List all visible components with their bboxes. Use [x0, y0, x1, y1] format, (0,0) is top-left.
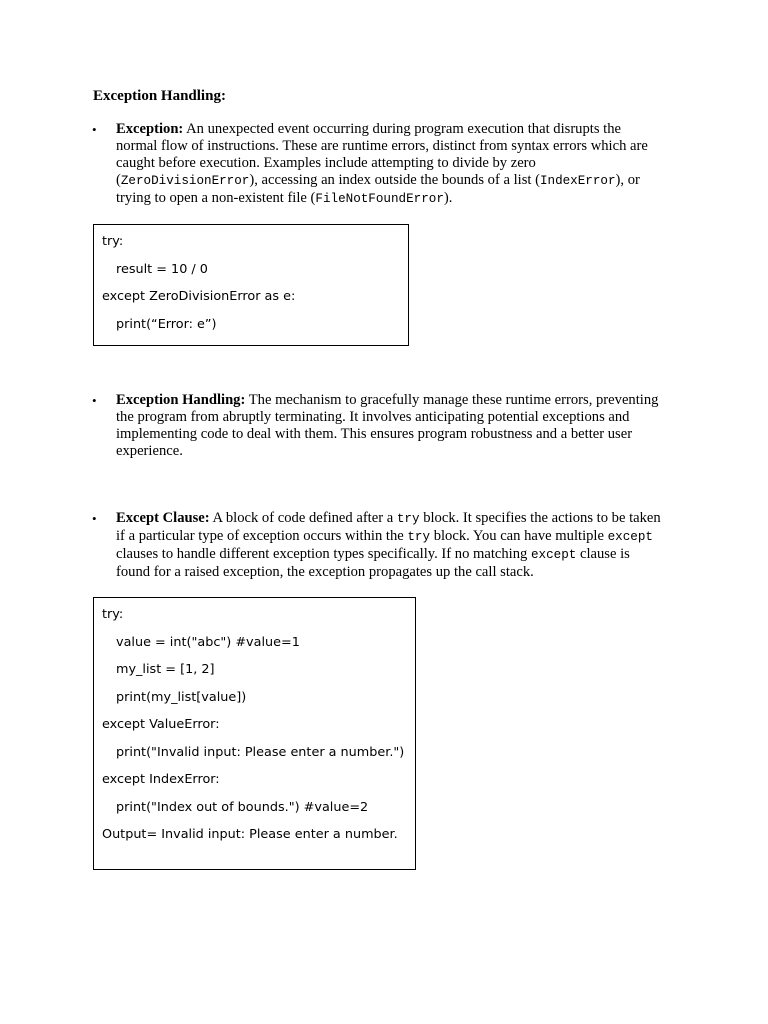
term-exception-handling: Exception Handling: [116, 392, 246, 408]
bullet-text-part: clauses to handle different exception types specifically. If no matching [116, 546, 531, 562]
bullet-text-part: ), accessing an index outside the bounds of a list ( [249, 172, 540, 188]
inline-code: try [407, 530, 431, 544]
bullet-text-part: An unexpected event occurring during program execution that disrupts the normal flow of instructions. These are runtime errors, distinct from syntax errors which are caught before execution. Examples include attempting to divide by zero ( [116, 121, 648, 188]
code-line: print("Invalid input: Please enter a number.") [116, 744, 405, 760]
term-except-clause: Except Clause: [116, 510, 210, 526]
inline-code: except [607, 530, 653, 544]
code-line: my_list = [1, 2] [116, 662, 215, 677]
bullet-text-part: ). [443, 190, 453, 206]
code-line: result = 10 / 0 [116, 261, 208, 277]
code-line: try: [102, 234, 124, 249]
code-output-line: Output= Invalid input: Please enter a number. [102, 827, 398, 842]
code-line: print("Index out of bounds.") #value=2 [116, 799, 369, 815]
inline-code: FileNotFoundError [315, 192, 444, 206]
term-exception: Exception: [116, 121, 184, 137]
code-line: try: [102, 607, 124, 622]
code-line: print(“Error: e”) [116, 316, 217, 332]
inline-code: IndexError [539, 174, 616, 188]
bullet-handling-text [116, 392, 664, 460]
bullet-exception-handling [92, 392, 664, 460]
bullet-text-part: clause is found for a raised exception, the exception propagates up the call stack. [116, 546, 630, 580]
code-example-2 [93, 597, 416, 870]
bullet-text-part: block. It specifies the actions to be taken if a particular type of exception occurs within the [116, 510, 661, 544]
code-line: except IndexError: [102, 772, 220, 787]
bullet-text-part: block. You can have multiple [430, 528, 608, 544]
bullet-text-part: The mechanism to gracefully manage these runtime errors, preventing the program from abruptly terminating. It involves anticipating potential exceptions and implementing code to deal with them. This ensures program robustness and a better user experience. [116, 392, 659, 459]
code-line: except ValueError: [102, 717, 220, 732]
code-line: print(my_list[value]) [116, 689, 247, 705]
bullet-text-part: A block of code defined after a [209, 510, 397, 526]
bullet-except-clause [92, 510, 664, 581]
page-title: Exception Handling: [93, 88, 226, 104]
bullet-marker: • [92, 122, 97, 137]
code-line: value = int("abc") #value=1 [116, 634, 300, 650]
code-example-1 [93, 224, 409, 346]
bullet-except-clause-text [116, 510, 664, 581]
bullet-exception [92, 121, 664, 208]
bullet-marker: • [92, 393, 97, 408]
code-line: except ZeroDivisionError as e: [102, 289, 296, 304]
bullet-marker: • [92, 511, 97, 526]
inline-code: except [530, 548, 577, 562]
bullet-exception-text [116, 121, 664, 208]
inline-code: ZeroDivisionError [120, 174, 250, 188]
bullet-text-part: ), or trying to open a non-existent file ( [116, 172, 640, 206]
inline-code: try [396, 512, 420, 526]
